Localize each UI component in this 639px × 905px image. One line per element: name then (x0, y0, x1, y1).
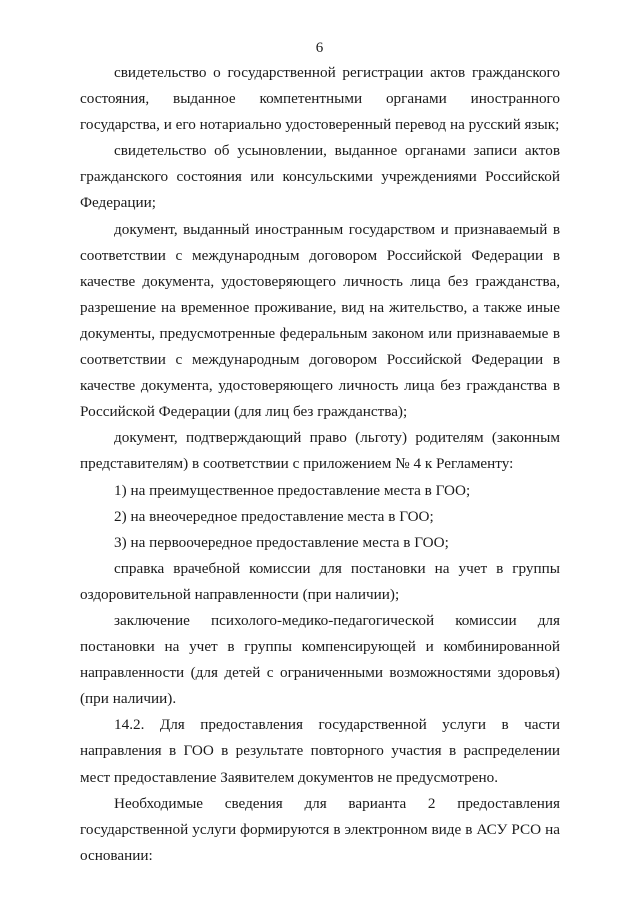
list-item-priority-placement: 1) на преимущественное предоставление места в ГОО; (114, 481, 471, 499)
list-item-extraordinary-placement: 2) на внеочередное предоставление места в ГОО; (114, 507, 434, 525)
paragraph-required-information: Необходимые сведения для варианта 2 предоставления государственной услуги формируются в электронном виде в АСУ РСО на основании: (80, 794, 560, 864)
paragraph-adoption-certificate: свидетельство об усыновлении, выданное органами записи актов гражданского состояния или консульскими учреждениями Российской Федерации; (80, 142, 560, 212)
paragraph-stateless-identity-document: документ, выданный иностранным государством и признаваемый в соответствии с международным договором Российской Федерации в качестве документа, удостоверяющего личность лица без гражданства, разрешение на временное проживание, вид на жительство, а также иные документы, предусмотренные федеральным законом или признаваемые в соответствии с международным договором Российской Федерации в качестве документа, удостоверяющего личность лица без гражданства в Российской Федерации (для лиц без гражданства); (80, 220, 560, 421)
list-item-first-priority-placement: 3) на первоочередное предоставление места в ГОО; (114, 533, 449, 551)
paragraph-medical-certificate: справка врачебной комиссии для постановки на учет в группы оздоровительной направленности (при наличии); (80, 559, 560, 603)
paragraph-pmpk-conclusion: заключение психолого-медико-педагогической комиссии для постановки на учет в группы компенсирующей и комбинированной направленности (для детей с ограниченными возможностями здоровья) (при наличии). (80, 611, 560, 708)
paragraph-benefit-document: документ, подтверждающий право (льготу) родителям (законным представителям) в соответствии с приложением № 4 к Регламенту: (80, 429, 560, 473)
paragraph-section-14-2: 14.2. Для предоставления государственной услуги в части направления в ГОО в результате повторного участия в распределении мест предоставление Заявителем документов не предусмотрено. (80, 716, 560, 786)
paragraph-civil-registration-certificate: свидетельство о государственной регистрации актов гражданского состояния, выданное компетентными органами иностранного государства, и его нотариально удостоверенный перевод на русский язык; (80, 64, 560, 134)
document-body (80, 60, 560, 869)
page-number: 6 (315, 40, 324, 56)
